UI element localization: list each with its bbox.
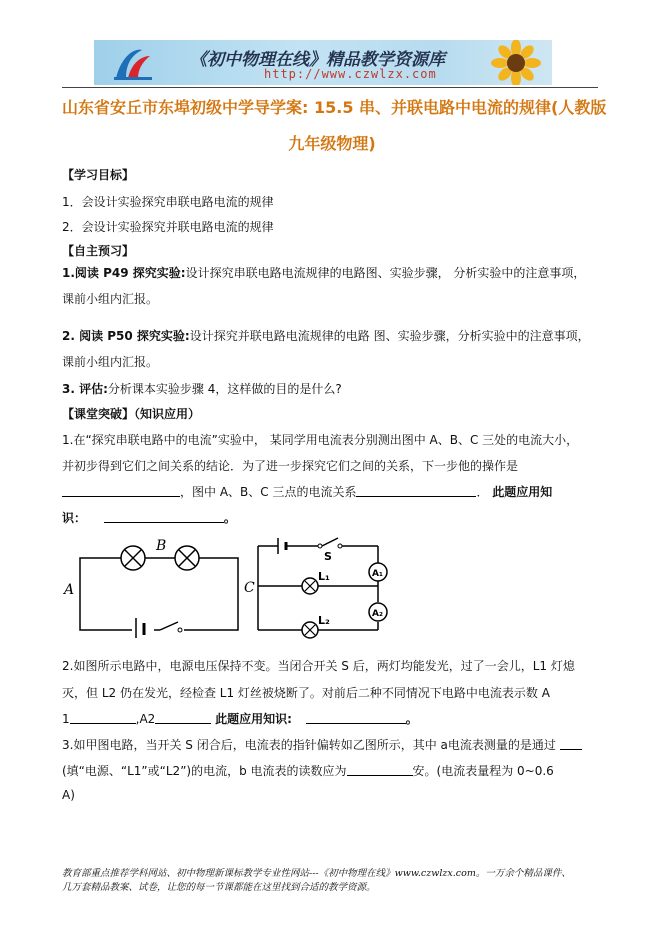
- class-q2-line2: 灭，但 L2 仍在发光，经检查 L1 灯丝被烧断了。对前后二种不同情况下电路中电流表示数 A: [62, 686, 550, 700]
- class-q2-a2: ,A2: [135, 712, 156, 726]
- series-circuit-figure: [62, 532, 257, 638]
- class-q1-line4: [62, 509, 236, 526]
- preview-heading: 【自主预习】: [62, 244, 135, 258]
- header-divider: [62, 87, 598, 88]
- preview-q2-label: 2. 阅读 P50 探究实验:: [62, 329, 190, 343]
- goal-item: 1．会设计实验探究串联电路电流的规律: [62, 195, 274, 209]
- preview-q1-text: 设计探究串联电路电流规律的电路图、实验步骤， 分析实验中的注意事项，: [185, 266, 586, 280]
- preview-q1-cont: 课前小组内汇报。: [62, 292, 159, 306]
- answer-blank[interactable]: [155, 711, 211, 724]
- answer-blank[interactable]: [347, 763, 413, 776]
- series-label-B: B: [156, 538, 167, 554]
- class-q2-apply-label: 此题应用知识:: [215, 712, 292, 726]
- series-label-A: A: [64, 582, 75, 598]
- class-q1-line1: 1.在“探究串联电路中的电流”实验中， 某同学用电流表分别测出图中 A、B、C 三处的电流大小，: [62, 433, 579, 447]
- preview-q3-label: 3. 评估:: [62, 382, 108, 396]
- doc-title-line1: 山东省安丘市东埠初级中学导学案: 15.5 串、并联电路中电流的规律(人教版: [62, 98, 607, 117]
- goals-heading: 【学习目标】: [62, 168, 135, 182]
- class-q3-text2: (填“电源、“L1”或“L2”)的电流，b 电流表的读数应为: [62, 764, 347, 778]
- banner-url: http://www.czwlzx.com: [264, 67, 437, 81]
- goal-item: 2．会设计实验探究并联电路电流的规律: [62, 220, 274, 234]
- preview-q3-text: 分析课本实验步骤 4，这样做的目的是什么?: [107, 382, 342, 396]
- site-logo-icon: [112, 44, 154, 82]
- preview-q1-label: 1.阅读 P49 探究实验:: [62, 266, 186, 280]
- answer-blank[interactable]: [70, 711, 136, 724]
- class-q1-end: ．: [476, 485, 489, 499]
- parallel-label-A1: A₁: [372, 569, 383, 579]
- answer-blank[interactable]: [62, 484, 180, 497]
- answer-blank[interactable]: [560, 737, 582, 750]
- preview-q3: [62, 380, 342, 397]
- class-q3-line1: [62, 736, 582, 753]
- class-q1-line2: 并初步得到它们之间关系的结论．为了进一步探究它们之间的关系，下一步他的操作是: [62, 459, 519, 473]
- sunflower-icon: [486, 40, 546, 85]
- class-q1-apply-cont: 识：: [62, 511, 87, 525]
- series-label-C: C: [244, 580, 255, 596]
- class-q3-text3: 安。(电流表量程为 0~0.6: [412, 764, 554, 778]
- class-q1-apply-end: 。: [223, 511, 236, 525]
- answer-blank[interactable]: [306, 711, 406, 724]
- parallel-circuit-figure: [250, 532, 390, 642]
- class-q3-line3: A): [62, 788, 75, 802]
- class-q3-line2: [62, 762, 554, 779]
- class-heading: 【课堂突破】（知识应用）: [62, 407, 201, 421]
- class-q1-apply-label: 此题应用知: [492, 485, 553, 499]
- answer-blank[interactable]: [356, 484, 476, 497]
- preview-q2: [62, 327, 590, 344]
- doc-title-line2: 九年级物理): [288, 134, 376, 153]
- preview-q1: [62, 264, 585, 281]
- parallel-label-A2: A₂: [372, 609, 383, 619]
- preview-q2-text: 设计探究并联电路电流规律的电路 图、实验步骤，分析实验中的注意事项，: [189, 329, 590, 343]
- parallel-label-L1: L₁: [318, 570, 330, 583]
- class-q2-apply-end: 。: [405, 712, 418, 726]
- class-q2-line1: 2.如图所示电路中，电源电压保持不变。当闭合开关 S 后，两灯均能发光，过了一会儿，L1 灯熄: [62, 659, 575, 673]
- class-q3-text: 3.如甲图电路，当开关 S 闭合后，电流表的指针偏转如乙图所示，其中 a电流表测量的是通过: [62, 738, 556, 752]
- banner-title: 《初中物理在线》精品教学资源库: [190, 50, 445, 70]
- parallel-label-S: S: [324, 550, 332, 563]
- header-banner: [94, 40, 552, 85]
- class-q2-line3: [62, 710, 418, 727]
- answer-blank[interactable]: [104, 510, 224, 523]
- footer-line2: 几万套精品教案、试卷，让您的每一节课都能在这里找到合适的教学资源。: [62, 882, 376, 893]
- class-q2-a1: 1: [62, 712, 70, 726]
- class-q1-line3: [62, 483, 552, 500]
- class-q1-mid: ，图中 A、B、C 三点的电流关系: [180, 485, 357, 499]
- parallel-label-L2: L₂: [318, 614, 330, 627]
- footer-line1: 教育部重点推荐学科网站、初中物理新课标教学专业性网站---《初中物理在线》www.czwlzx.com。一万余个精品课件、: [62, 868, 571, 879]
- preview-q2-cont: 课前小组内汇报。: [62, 355, 159, 369]
